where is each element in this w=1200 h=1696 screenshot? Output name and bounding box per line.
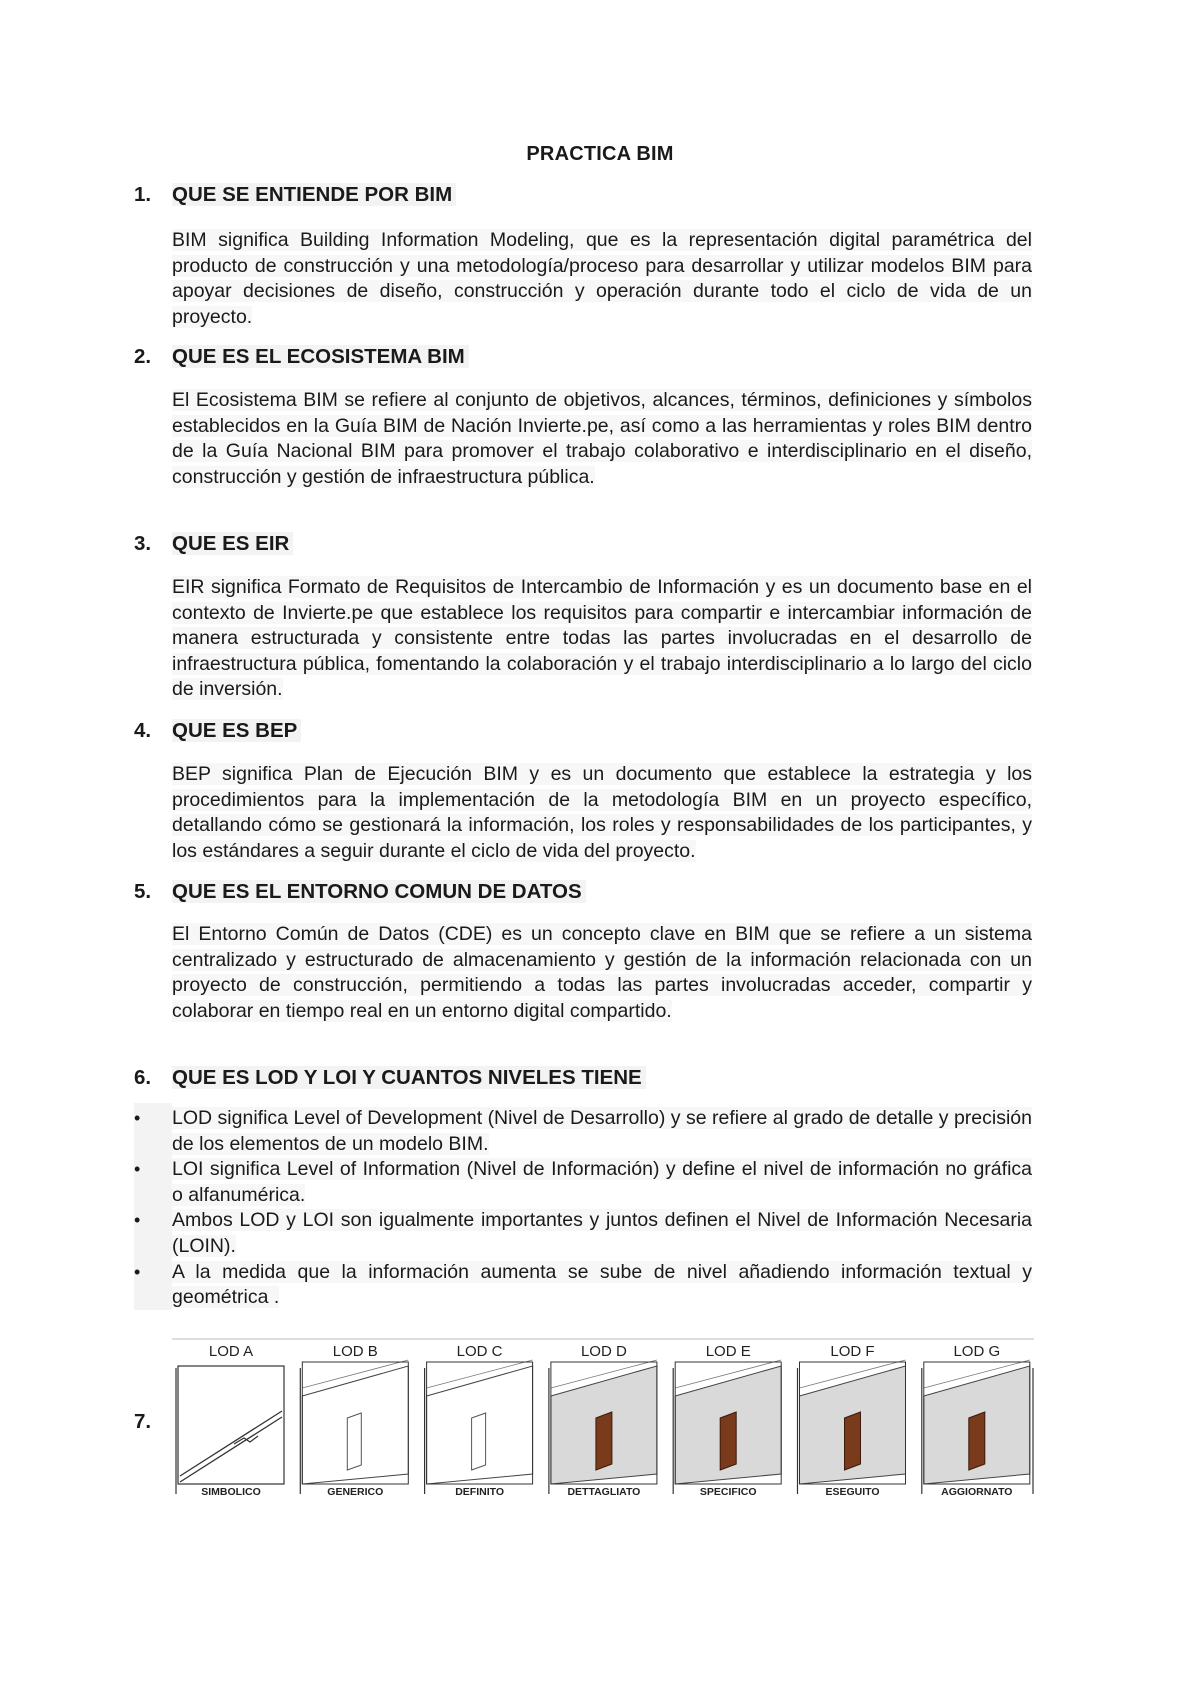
- lod-level-label: LOD D: [580, 1343, 627, 1360]
- lod-level-caption: GENERICO: [327, 1486, 384, 1498]
- door-icon: [596, 1412, 612, 1470]
- list-item: [134, 1157, 1032, 1208]
- lod-level-caption: DEFINITO: [455, 1486, 505, 1498]
- section-title: QUE ES BEP: [172, 719, 301, 742]
- paragraph-text: El Ecosistema BIM se refiere al conjunto de objetivos, alcances, términos, definiciones y símbolos establecidos en la Guía BIM de Nación Invierte.pe, así como a las herramientas y roles BIM dentro de la Guía Nacional BIM para promover el trabajo colaborativo e interdisciplinario en el diseño, construcción y gestión de infraestructura pública.: [172, 389, 1032, 488]
- bullet-icon: •: [134, 1261, 141, 1282]
- lod-level-label: LOD G: [953, 1343, 1001, 1360]
- lod-panel-frame: [178, 1366, 284, 1484]
- section-paragraph-4: [172, 762, 1032, 864]
- paragraph-text: EIR significa Formato de Requisitos de Intercambio de Información y es un documento base en el contexto de Invierte.pe que establece los requisitos para compartir e intercambiar información de manera estructurada y consistente entre todas las partes involucradas en el desarrollo de infraestructura pública, fomentando la colaboración y el trabajo interdisciplinario a lo largo del ciclo de inversión.: [172, 576, 1032, 701]
- door-outline-icon: [472, 1413, 486, 1470]
- section-number: 5.: [134, 880, 152, 903]
- section-title: QUE ES LOD Y LOI Y CUANTOS NIVELES TIENE: [172, 1066, 646, 1089]
- section-number: 3.: [134, 532, 152, 555]
- lod-figure: [172, 1338, 1034, 1498]
- lod-levels-illustration: [172, 1338, 1034, 1498]
- section-title: QUE ES EL ECOSISTEMA BIM: [172, 345, 469, 368]
- list-item-text: LOD significa Level of Development (Nivel de Desarrollo) y se refiere al grado de detalle y precisión de los elementos de un modelo BIM.: [172, 1107, 1032, 1155]
- section-number: 4.: [134, 719, 152, 742]
- lod-level-label: LOD A: [208, 1343, 254, 1360]
- figure-number: 7.: [134, 1410, 152, 1433]
- paragraph-text: El Entorno Común de Datos (CDE) es un concepto clave en BIM que se refiere a un sistema centralizado y estructurado de almacenamiento y gestión de la información relacionada con un proyecto de construcción, permitiendo a todas las partes involucradas acceder, compartir y colaborar en tiempo real en un entorno digital compartido.: [172, 923, 1032, 1022]
- lod-level-label: LOD E: [705, 1343, 751, 1360]
- door-icon: [720, 1412, 736, 1470]
- lod-level-caption: SIMBOLICO: [201, 1486, 261, 1498]
- section-heading-3: [134, 532, 293, 556]
- door-outline-icon: [347, 1413, 361, 1470]
- lod-bullet-list: [134, 1106, 1032, 1311]
- section-heading-1: [134, 183, 456, 207]
- section-number: 6.: [134, 1066, 152, 1089]
- section-paragraph-3: [172, 575, 1032, 703]
- section-heading-2: [134, 345, 469, 369]
- section-title: QUE ES EL ENTORNO COMUN DE DATOS: [172, 880, 586, 903]
- page-title: PRACTICA BIM: [526, 143, 674, 165]
- section-heading-6: [134, 1066, 646, 1090]
- section-title: QUE SE ENTIENDE POR BIM: [172, 183, 456, 206]
- section-paragraph-5: [172, 922, 1032, 1024]
- paragraph-text: BEP significa Plan de Ejecución BIM y es un documento que establece la estrategia y los procedimientos para la implementación de la metodología BIM en un proyecto específico, detallando cómo se gestionará la información, los roles y responsabilidades de los participantes, y los estándares a seguir durante el ciclo de vida del proyecto.: [172, 763, 1032, 862]
- lod-level-caption: DETTAGLIATO: [567, 1486, 641, 1498]
- section-paragraph-2: [172, 388, 1032, 490]
- list-item-text: Ambos LOD y LOI son igualmente importantes y juntos definen el Nivel de Información Necesaria (LOIN).: [172, 1209, 1032, 1257]
- list-item-text: LOI significa Level of Information (Nivel de Información) y define el nivel de información no gráfica o alfanumérica.: [172, 1158, 1032, 1206]
- section-number: 2.: [134, 345, 152, 368]
- lod-level-label: LOD C: [456, 1343, 503, 1360]
- list-item: [134, 1208, 1032, 1259]
- lod-level-caption: AGGIORNATO: [941, 1486, 1013, 1498]
- list-item: [134, 1106, 1032, 1157]
- section-number: 1.: [134, 183, 152, 206]
- lod-level-caption: ESEGUITO: [825, 1486, 880, 1498]
- lod-level-label: LOD F: [830, 1343, 875, 1360]
- list-item: [134, 1260, 1032, 1311]
- lod-level-caption: SPECIFICO: [699, 1486, 757, 1498]
- bullet-icon: •: [134, 1159, 141, 1180]
- door-icon: [969, 1412, 985, 1470]
- paragraph-text: BIM significa Building Information Modeling, que es la representación digital paramétrica del producto de construcción y una metodología/proceso para desarrollar y utilizar modelos BIM para apoyar decisiones de diseño, construcción y operación durante todo el ciclo de vida de un proyecto.: [172, 229, 1032, 328]
- door-icon: [845, 1412, 861, 1470]
- bullet-icon: •: [134, 1108, 141, 1128]
- section-heading-4: [134, 719, 301, 743]
- section-title: QUE ES EIR: [172, 532, 293, 555]
- section-heading-5: [134, 880, 586, 904]
- bullet-icon: •: [134, 1210, 141, 1231]
- section-paragraph-1: [172, 228, 1032, 330]
- lod-level-label: LOD B: [332, 1343, 378, 1360]
- list-item-text: A la medida que la información aumenta se sube de nivel añadiendo información textual y geométrica .: [172, 1260, 1032, 1309]
